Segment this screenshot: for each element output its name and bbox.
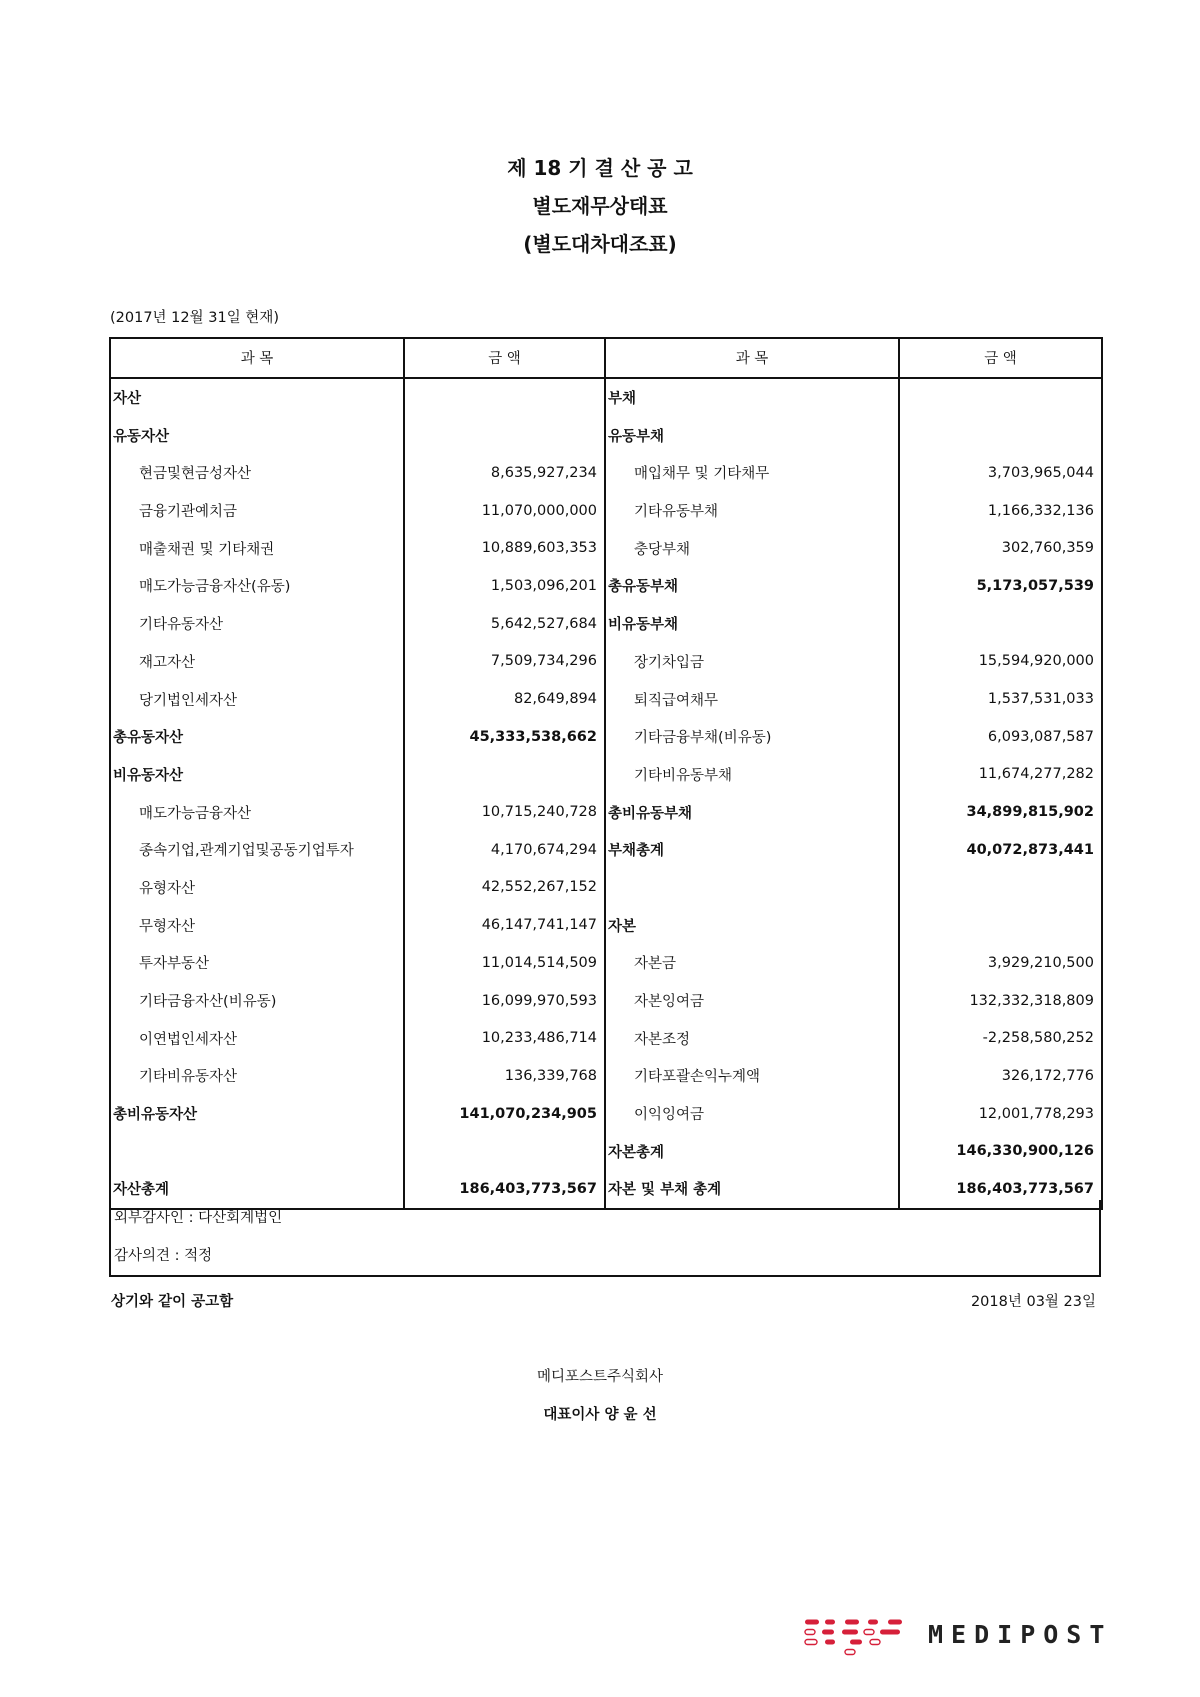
logo-dash xyxy=(888,1620,902,1625)
liability-equity-item: 유동부채 xyxy=(605,416,899,454)
opinion-line: 감사의견 : 적정 xyxy=(114,1247,213,1264)
asset-amount: 45,333,538,662 xyxy=(404,718,605,756)
liability-equity-item: 기타유동부채 xyxy=(605,492,899,530)
liability-equity-amount: 1,166,332,136 xyxy=(899,492,1102,530)
publication-date: 2018년 03월 23일 xyxy=(970,1294,1096,1310)
asset-amount: 8,635,927,234 xyxy=(404,454,605,492)
liability-equity-amount: 11,674,277,282 xyxy=(899,756,1102,794)
table-row xyxy=(110,416,1102,454)
asset-item: 투자부동산 xyxy=(110,944,404,982)
liability-equity-amount: 6,093,087,587 xyxy=(899,718,1102,756)
balance-sheet-table xyxy=(109,337,1103,1210)
asset-item: 매도가능금융자산(유동) xyxy=(110,567,404,605)
liability-equity-item: 부채 xyxy=(605,378,899,417)
asset-amount: 16,099,970,593 xyxy=(404,982,605,1020)
logo-dash xyxy=(880,1630,900,1635)
liability-equity-amount: 132,332,318,809 xyxy=(899,982,1102,1020)
header-item-right: 과 목 xyxy=(605,338,899,378)
liability-equity-amount: 15,594,920,000 xyxy=(899,643,1102,681)
table-row xyxy=(110,1057,1102,1095)
table-row xyxy=(110,982,1102,1020)
asset-amount: 7,509,734,296 xyxy=(404,643,605,681)
asset-item: 당기법인세자산 xyxy=(110,680,404,718)
asset-item: 매도가능금융자산 xyxy=(110,793,404,831)
liability-equity-amount xyxy=(899,605,1102,643)
liability-equity-item: 자본 및 부채 총계 xyxy=(605,1170,899,1209)
audit-notes xyxy=(109,1200,1101,1277)
table-row xyxy=(110,756,1102,794)
asset-item: 재고자산 xyxy=(110,643,404,681)
asset-amount: 10,715,240,728 xyxy=(404,793,605,831)
table-header-row xyxy=(110,338,1102,378)
table-row xyxy=(110,906,1102,944)
asset-item: 비유동자산 xyxy=(110,756,404,794)
liability-equity-item: 퇴직급여채무 xyxy=(605,680,899,718)
asset-item: 유동자산 xyxy=(110,416,404,454)
liability-equity-amount: 146,330,900,126 xyxy=(899,1132,1102,1170)
liability-equity-item: 기타금융부채(비유동) xyxy=(605,718,899,756)
logo-dash xyxy=(805,1640,817,1645)
asset-item: 기타비유동자산 xyxy=(110,1057,404,1095)
asset-item: 총유동자산 xyxy=(110,718,404,756)
table-row xyxy=(110,567,1102,605)
asset-amount: 11,014,514,509 xyxy=(404,944,605,982)
liability-equity-item: 장기차입금 xyxy=(605,643,899,681)
header-item-left: 과 목 xyxy=(110,338,404,378)
liability-equity-amount xyxy=(899,378,1102,417)
medipost-logo xyxy=(800,1612,1113,1662)
asset-item: 기타금융자산(비유동) xyxy=(110,982,404,1020)
logo-dash xyxy=(842,1630,858,1635)
asset-amount: 10,889,603,353 xyxy=(404,529,605,567)
liability-equity-amount: 40,072,873,441 xyxy=(899,831,1102,869)
asset-item: 무형자산 xyxy=(110,906,404,944)
liability-equity-amount: 3,929,210,500 xyxy=(899,944,1102,982)
auditor-line: 외부감사인 : 다산회계법인 xyxy=(114,1210,283,1226)
liability-equity-item: 비유동부채 xyxy=(605,605,899,643)
asset-amount: 136,339,768 xyxy=(404,1057,605,1095)
asset-amount: 82,649,894 xyxy=(404,680,605,718)
liability-equity-amount xyxy=(899,869,1102,907)
liability-equity-item: 자본조정 xyxy=(605,1019,899,1057)
liability-equity-item: 자본 xyxy=(605,906,899,944)
table-row xyxy=(110,605,1102,643)
asset-item: 유형자산 xyxy=(110,869,404,907)
table-row xyxy=(110,944,1102,982)
liability-equity-amount: 5,173,057,539 xyxy=(899,567,1102,605)
asset-item: 종속기업,관계기업및공동기업투자 xyxy=(110,831,404,869)
logo-dash xyxy=(845,1620,859,1625)
asset-amount: 1,503,096,201 xyxy=(404,567,605,605)
liability-equity-amount xyxy=(899,906,1102,944)
asset-amount xyxy=(404,416,605,454)
notice-title: 제 18 기 결 산 공 고 xyxy=(507,156,693,180)
liability-equity-item xyxy=(605,869,899,907)
table-row xyxy=(110,454,1102,492)
table-row xyxy=(110,793,1102,831)
logo-dash xyxy=(805,1620,819,1625)
table-row xyxy=(110,869,1102,907)
table-row xyxy=(110,529,1102,567)
table-row xyxy=(110,378,1102,417)
liability-equity-amount: 34,899,815,902 xyxy=(899,793,1102,831)
asset-item: 매출채권 및 기타채권 xyxy=(110,529,404,567)
statement-title: 별도재무상태표 xyxy=(532,194,668,218)
company-name: 메디포스트주식회사 xyxy=(536,1369,664,1385)
asset-amount: 11,070,000,000 xyxy=(404,492,605,530)
asset-item xyxy=(110,1132,404,1170)
header-amount-left: 금 액 xyxy=(404,338,605,378)
logo-dash xyxy=(825,1640,835,1645)
liability-equity-item: 자본잉여금 xyxy=(605,982,899,1020)
asset-item: 자산 xyxy=(110,378,404,417)
liability-equity-item: 충당부채 xyxy=(605,529,899,567)
asset-item: 총비유동자산 xyxy=(110,1095,404,1133)
liability-equity-item: 기타비유동부채 xyxy=(605,756,899,794)
liability-equity-amount: 1,537,531,033 xyxy=(899,680,1102,718)
asset-amount: 5,642,527,684 xyxy=(404,605,605,643)
liability-equity-item: 총비유동부채 xyxy=(605,793,899,831)
logo-dash xyxy=(870,1640,880,1645)
asset-item: 이연법인세자산 xyxy=(110,1019,404,1057)
closing-statement: 상기와 같이 공고함 xyxy=(111,1294,234,1310)
logo-dash xyxy=(805,1630,815,1635)
asset-item: 자산총계 xyxy=(110,1170,404,1209)
ceo-name: 대표이사 양 윤 선 xyxy=(543,1407,657,1423)
logo-dash xyxy=(850,1640,862,1645)
logo-dash xyxy=(864,1630,874,1635)
liability-equity-item: 매입채무 및 기타채무 xyxy=(605,454,899,492)
asset-item: 기타유동자산 xyxy=(110,605,404,643)
liability-equity-amount: 186,403,773,567 xyxy=(899,1170,1102,1209)
logo-dash xyxy=(822,1630,834,1635)
table-row xyxy=(110,643,1102,681)
liability-equity-amount xyxy=(899,416,1102,454)
header-amount-right: 금 액 xyxy=(899,338,1102,378)
logo-mark-icon xyxy=(800,1612,920,1662)
table-row xyxy=(110,680,1102,718)
liability-equity-amount: 3,703,965,044 xyxy=(899,454,1102,492)
asset-amount xyxy=(404,756,605,794)
liability-equity-amount: 12,001,778,293 xyxy=(899,1095,1102,1133)
date-basis: (2017년 12월 31일 현재) xyxy=(110,310,279,326)
logo-wordmark: MEDIPOST xyxy=(928,1620,1113,1649)
liability-equity-item: 이익잉여금 xyxy=(605,1095,899,1133)
asset-amount xyxy=(404,378,605,417)
table-row xyxy=(110,831,1102,869)
table-row xyxy=(110,1095,1102,1133)
statement-subtitle: (별도대차대조표) xyxy=(523,232,677,256)
asset-amount: 186,403,773,567 xyxy=(404,1170,605,1209)
asset-amount xyxy=(404,1132,605,1170)
liability-equity-item: 자본금 xyxy=(605,944,899,982)
liability-equity-item: 부채총계 xyxy=(605,831,899,869)
liability-equity-amount: 302,760,359 xyxy=(899,529,1102,567)
balance-sheet-body xyxy=(110,378,1102,1209)
table-row xyxy=(110,1132,1102,1170)
table-row xyxy=(110,718,1102,756)
asset-amount: 46,147,741,147 xyxy=(404,906,605,944)
asset-amount: 141,070,234,905 xyxy=(404,1095,605,1133)
asset-amount: 4,170,674,294 xyxy=(404,831,605,869)
logo-dash xyxy=(845,1650,855,1655)
liability-equity-amount: 326,172,776 xyxy=(899,1057,1102,1095)
table-row xyxy=(110,492,1102,530)
logo-dash xyxy=(868,1620,878,1625)
liability-equity-item: 자본총계 xyxy=(605,1132,899,1170)
liability-equity-item: 기타포괄손익누계액 xyxy=(605,1057,899,1095)
asset-item: 금융기관예치금 xyxy=(110,492,404,530)
table-row xyxy=(110,1019,1102,1057)
asset-item: 현금및현금성자산 xyxy=(110,454,404,492)
asset-amount: 42,552,267,152 xyxy=(404,869,605,907)
asset-amount: 10,233,486,714 xyxy=(404,1019,605,1057)
liability-equity-amount: -2,258,580,252 xyxy=(899,1019,1102,1057)
logo-dash xyxy=(825,1620,835,1625)
liability-equity-item: 총유동부채 xyxy=(605,567,899,605)
